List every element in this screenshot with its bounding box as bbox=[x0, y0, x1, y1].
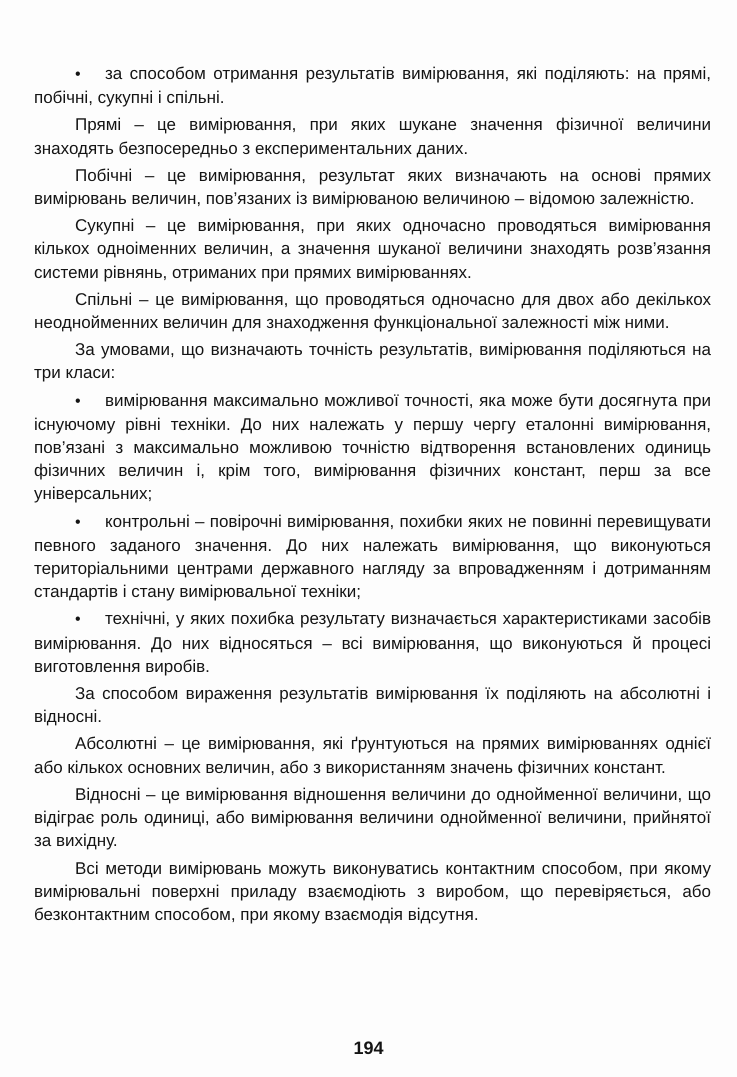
bullet-text: вимірювання максимально можливої точності, яка може бути досягнута при існуючому рівні техніки. До них належать у першу чергу еталонні вимірювання, пов’язані з максимально можливою точністю відтворення встановлених одиниць фізичних величин і, крім того, вимірювання фізичних констант, перш за все універсальних; bbox=[34, 390, 711, 504]
bullet-text: за способом отримання результатів вимірювання, які поділяють: на прямі, побічні, сукупні і спільні. bbox=[34, 64, 711, 108]
paragraph: За способом вираження результатів вимірювання їх поділяють на абсолютні і відносні. bbox=[34, 684, 711, 727]
paragraph: Абсолютні – це вимірювання, які ґрунтуються на прямих вимірюваннях однієї або кількох основних величин, або з використанням значень фізичних констант. bbox=[34, 734, 711, 777]
paragraph: Спільні – це вимірювання, що проводяться одночасно для двох або декількох неоднойменних величин для знаходження функціональної залежності між ними. bbox=[34, 289, 711, 333]
bullet-text: контрольні – повірочні вимірювання, похибки яких не повинні перевищувати певного заданого значення. До них належать вимірювання, що виконуються територіальними центрами державного нагляду за впровадженням і дотриманням стандартів і стану вимірювальної техніки; bbox=[34, 511, 711, 602]
paragraph: Прямі – це вимірювання, при яких шукане значення фізичної величини знаходять безпосередньо з експериментальних даних. bbox=[34, 115, 711, 158]
paragraph: За умовами, що визначають точність результатів, вимірювання поділяються на три класи: bbox=[34, 340, 711, 383]
bullet-marker: • bbox=[75, 66, 81, 83]
bullet-marker: • bbox=[75, 513, 81, 531]
paragraph: Всі методи вимірювань можуть виконуватись контактним способом, при якому вимірювальні поверхні приладу взаємодіють з виробом, що перевіряється, або безконтактним способом, при якому взаємодія відсутня. bbox=[34, 858, 711, 924]
bullet-marker: • bbox=[75, 611, 81, 629]
bullet-item bbox=[34, 62, 711, 109]
bullet-item bbox=[34, 607, 711, 678]
paragraph: Побічні – це вимірювання, результат яких визначають на основі прямих вимірювань величин, пов’язаних із вимірюваною величиною – відомою залежністю. bbox=[34, 165, 711, 209]
paragraph: Відносні – це вимірювання відношення величини до однойменної величини, що відіграє роль одиниці, або вимірювання величини однойменної величини, прийнятої за вихідну. bbox=[34, 784, 711, 851]
bullet-item bbox=[34, 510, 711, 604]
page-body bbox=[34, 62, 711, 926]
bullet-marker: • bbox=[75, 392, 81, 410]
page-number: 194 bbox=[353, 1038, 384, 1058]
bullet-item bbox=[34, 389, 711, 506]
paragraph: Сукупні – це вимірювання, при яких одночасно проводяться вимірювання кількох одноіменних величин, а значення шуканої величини знаходять розв’язання системи рівнянь, отриманих при прямих вимірюваннях. bbox=[34, 216, 711, 282]
bullet-text: технічні, у яких похибка результату визначається характеристиками засобів вимірювання. До них відносяться – всі вимірювання, що виконуються й процесі виготовлення виробів. bbox=[34, 609, 711, 676]
